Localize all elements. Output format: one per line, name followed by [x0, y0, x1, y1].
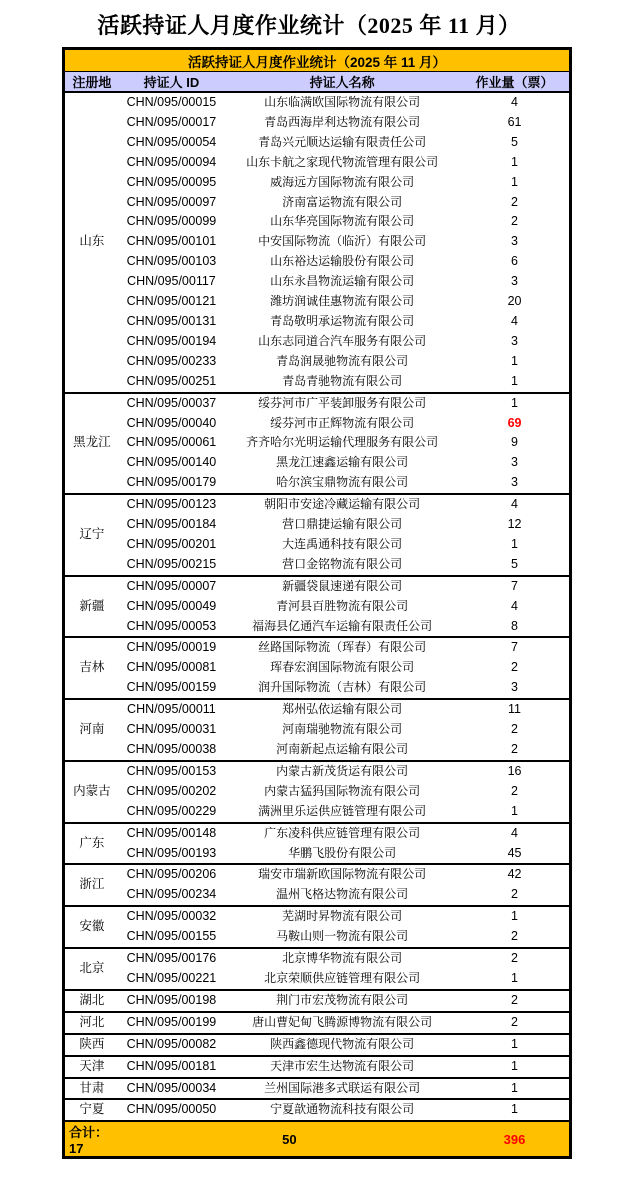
- holder-name-cell: 丝路国际物流（珲春）有限公司: [224, 637, 460, 658]
- region-cell: 湖北: [64, 990, 119, 1012]
- qty-cell: 1: [460, 1078, 570, 1100]
- holder-id-cell: CHN/095/00179: [126, 475, 217, 490]
- holder-id-cell: CHN/095/00095: [126, 174, 217, 189]
- holder-id-cell: CHN/095/00053: [126, 618, 217, 633]
- holder-name-cell: 山东卡航之家现代物流管理有限公司: [246, 154, 439, 169]
- qty-cell: 11: [460, 699, 570, 720]
- qty-cell: 1: [511, 353, 518, 368]
- holder-name-cell: 温州飞格达物流有限公司: [276, 887, 409, 902]
- holder-id-cell: CHN/095/00140: [126, 455, 217, 470]
- qty-cell: 4: [460, 494, 570, 515]
- table-row: [64, 658, 571, 678]
- holder-id-cell: CHN/095/00117: [127, 274, 216, 289]
- qty-cell: 16: [460, 761, 570, 782]
- table-row: [64, 212, 571, 232]
- table-row: [64, 597, 571, 617]
- holder-name-cell: 威海远方国际物流有限公司: [270, 174, 415, 189]
- holder-id-cell: CHN/095/00049: [126, 598, 217, 613]
- column-header-qty: 作业量（票）: [460, 72, 570, 93]
- holder-id-cell: CHN/095/00103: [126, 254, 217, 269]
- stats-table-body: [64, 92, 571, 1121]
- holder-id-cell: CHN/095/00159: [126, 680, 217, 695]
- holder-id-cell: CHN/095/00032: [119, 906, 224, 927]
- page-title: 活跃持证人月度作业统计（2025 年 11 月）: [97, 13, 521, 38]
- column-header-name: 持证人名称: [224, 72, 460, 93]
- holder-id-cell: CHN/095/00123: [119, 494, 224, 515]
- region-cell: 河南: [64, 699, 119, 761]
- qty-cell: 1: [511, 154, 518, 169]
- holder-name-cell: 唐山曹妃甸飞腾源博物流有限公司: [224, 1012, 460, 1034]
- table-row: [64, 927, 571, 948]
- qty-cell: 1: [511, 803, 518, 818]
- holder-name-cell: 珲春宏润国际物流有限公司: [270, 660, 415, 675]
- holder-id-cell: CHN/095/00017: [126, 114, 217, 129]
- holder-name-cell: 芜湖时昇物流有限公司: [224, 906, 460, 927]
- table-row: [64, 990, 571, 1012]
- holder-id-cell: CHN/095/00199: [119, 1012, 224, 1034]
- region-cell: 广东: [64, 823, 119, 865]
- holder-name-cell: 瑞安市瑞新欧国际物流有限公司: [224, 864, 460, 885]
- table-row: [64, 173, 571, 193]
- table-row: [64, 372, 571, 393]
- region-cell: 吉林: [64, 637, 119, 699]
- qty-cell: 1: [460, 393, 570, 414]
- holder-name-cell: 潍坊润诚佳惠物流有限公司: [270, 294, 415, 309]
- holder-id-cell: CHN/095/00229: [126, 803, 217, 818]
- holder-id-cell: CHN/095/00007: [119, 576, 224, 597]
- holder-name-cell: 新疆袋鼠速递有限公司: [224, 576, 460, 597]
- qty-cell: 69: [507, 415, 522, 430]
- table-row: [64, 352, 571, 372]
- holder-id-cell: CHN/095/00050: [119, 1099, 224, 1121]
- qty-cell: 3: [511, 234, 518, 249]
- holder-name-cell: 陕西鑫德现代物流有限公司: [224, 1034, 460, 1056]
- holder-name-cell: 青岛兴元顺达运输有限责任公司: [258, 134, 427, 149]
- footer-holder-count: 50: [119, 1121, 460, 1158]
- footer-total-label: 合计：17: [64, 1121, 119, 1158]
- holder-id-cell: CHN/095/00034: [119, 1078, 224, 1100]
- table-row: [64, 637, 571, 658]
- table-row: [64, 555, 571, 576]
- qty-cell: 3: [511, 274, 518, 289]
- qty-cell: 61: [507, 114, 522, 129]
- holder-id-cell: CHN/095/00082: [119, 1034, 224, 1056]
- table-row: [64, 232, 571, 252]
- holder-id-cell: CHN/095/00054: [126, 134, 217, 149]
- holder-name-cell: 营口鼎捷运输有限公司: [282, 517, 403, 532]
- qty-cell: 6: [511, 254, 518, 269]
- region-cell: 浙江: [64, 864, 119, 906]
- table-footer-row: [64, 1121, 571, 1158]
- table-row: [64, 1012, 571, 1034]
- holder-name-cell: 宁夏歆通物流科技有限公司: [224, 1099, 460, 1121]
- holder-id-cell: CHN/095/00155: [126, 929, 217, 944]
- qty-cell: 1: [511, 970, 518, 985]
- holder-id-cell: CHN/095/00215: [126, 556, 217, 571]
- holder-id-cell: CHN/095/00081: [126, 660, 217, 675]
- qty-cell: 4: [460, 823, 570, 844]
- holder-id-cell: CHN/095/00176: [119, 948, 224, 969]
- table-row: [64, 433, 571, 453]
- qty-cell: 4: [511, 95, 518, 109]
- holder-id-cell: CHN/095/00234: [126, 887, 217, 902]
- qty-cell: 1: [460, 906, 570, 927]
- region-cell: 安徽: [64, 906, 119, 948]
- holder-id-cell: CHN/095/00202: [126, 783, 217, 798]
- holder-id-cell: CHN/095/00040: [126, 415, 217, 430]
- column-header-region: 注册地: [64, 72, 119, 93]
- table-row: [64, 393, 571, 414]
- holder-name-cell: 营口金铭物流有限公司: [282, 556, 403, 571]
- qty-cell: 1: [460, 1034, 570, 1056]
- holder-id-cell: CHN/095/00184: [126, 517, 217, 532]
- qty-cell: 1: [511, 536, 518, 551]
- table-row: [64, 515, 571, 535]
- table-row: [64, 252, 571, 272]
- qty-cell: 3: [511, 333, 518, 348]
- qty-cell: 3: [511, 680, 518, 695]
- qty-cell: 2: [511, 722, 518, 737]
- table-row: [64, 92, 571, 113]
- qty-cell: 7: [460, 637, 570, 658]
- stats-table: [62, 47, 572, 1159]
- holder-name-cell: 黑龙江速鑫运输有限公司: [276, 455, 409, 470]
- table-row: [64, 133, 571, 153]
- table-row: [64, 272, 571, 292]
- table-row: [64, 761, 571, 782]
- holder-name-cell: 河南新起点运输有限公司: [276, 742, 409, 756]
- holder-name-cell: 北京博华物流有限公司: [224, 948, 460, 969]
- holder-name-cell: 青岛润晟驰物流有限公司: [276, 353, 409, 368]
- table-row: [64, 720, 571, 740]
- holder-name-cell: 山东志同道合汽车服务有限公司: [258, 333, 427, 348]
- holder-id-cell: CHN/095/00194: [126, 333, 217, 348]
- region-cell: 新疆: [64, 576, 119, 638]
- holder-name-cell: 青岛西海岸利达物流有限公司: [264, 114, 421, 129]
- qty-cell: 8: [511, 618, 518, 633]
- qty-cell: 4: [511, 313, 518, 328]
- holder-id-cell: CHN/095/00099: [126, 214, 217, 229]
- holder-name-cell: 润升国际物流（吉林）有限公司: [258, 680, 427, 695]
- holder-name-cell: 马鞍山则一物流有限公司: [276, 929, 409, 944]
- qty-cell: 1: [511, 174, 518, 189]
- holder-id-cell: CHN/095/00181: [119, 1056, 224, 1078]
- qty-cell: 45: [507, 845, 522, 860]
- table-row: [64, 453, 571, 473]
- holder-id-cell: CHN/095/00131: [126, 313, 217, 328]
- table-row: [64, 193, 571, 213]
- holder-name-cell: 山东裕达运输股份有限公司: [270, 254, 415, 269]
- holder-id-cell: CHN/095/00038: [126, 742, 217, 756]
- qty-cell: 2: [511, 887, 518, 902]
- holder-name-cell: 绥芬河市广平装卸服务有限公司: [224, 393, 460, 414]
- region-cell: 天津: [64, 1056, 119, 1078]
- holder-name-cell: 青河县百胜物流有限公司: [276, 598, 409, 613]
- holder-name-cell: 青岛青驰物流有限公司: [282, 373, 403, 388]
- table-row: [64, 1078, 571, 1100]
- table-row: [64, 948, 571, 969]
- holder-name-cell: 山东临满欧国际物流有限公司: [264, 95, 421, 109]
- table-row: [64, 823, 571, 844]
- table-row: [64, 906, 571, 927]
- qty-cell: 20: [507, 294, 522, 309]
- holder-id-cell: CHN/095/00233: [126, 353, 217, 368]
- holder-name-cell: 大连禹通科技有限公司: [282, 536, 403, 551]
- table-row: [64, 153, 571, 173]
- holder-name-cell: 内蒙古新茂货运有限公司: [224, 761, 460, 782]
- qty-cell: 7: [460, 576, 570, 597]
- qty-cell: 2: [511, 194, 518, 209]
- holder-name-cell: 郑州弘依运输有限公司: [224, 699, 460, 720]
- table-row: [64, 844, 571, 865]
- qty-cell: 4: [511, 598, 518, 613]
- table-row: [64, 332, 571, 352]
- holder-id-cell: CHN/095/00121: [126, 294, 217, 309]
- region-cell: 黑龙江: [64, 393, 119, 495]
- holder-id-cell: CHN/095/00101: [126, 234, 217, 249]
- table-row: [64, 864, 571, 885]
- qty-cell: 2: [460, 948, 570, 969]
- table-row: [64, 576, 571, 597]
- holder-id-cell: CHN/095/00031: [126, 722, 217, 737]
- holder-name-cell: 河南瑞驰物流有限公司: [282, 722, 403, 737]
- table-row: [64, 414, 571, 434]
- region-cell: 甘肃: [64, 1078, 119, 1100]
- holder-id-cell: CHN/095/00094: [126, 154, 217, 169]
- qty-cell: 1: [511, 373, 518, 388]
- region-cell: 宁夏: [64, 1099, 119, 1121]
- holder-id-cell: CHN/095/00037: [119, 393, 224, 414]
- holder-name-cell: 济南富运物流有限公司: [282, 194, 403, 209]
- holder-id-cell: CHN/095/00011: [119, 699, 224, 720]
- holder-id-cell: CHN/095/00198: [119, 990, 224, 1012]
- holder-id-cell: CHN/095/00206: [119, 864, 224, 885]
- table-row: [64, 617, 571, 638]
- qty-cell: 5: [511, 134, 518, 149]
- holder-name-cell: 朝阳市安途冷藏运输有限公司: [224, 494, 460, 515]
- table-row: [64, 292, 571, 312]
- region-cell: 北京: [64, 948, 119, 990]
- qty-cell: 9: [511, 435, 518, 450]
- holder-name-cell: 北京荣顺供应链管理有限公司: [264, 970, 421, 985]
- holder-name-cell: 内蒙古猛犸国际物流有限公司: [264, 783, 421, 798]
- holder-id-cell: CHN/095/00153: [119, 761, 224, 782]
- table-row: [64, 535, 571, 555]
- table-banner-title: 活跃持证人月度作业统计（2025 年 11 月）: [64, 49, 571, 72]
- holder-name-cell: 兰州国际港多式联运有限公司: [224, 1078, 460, 1100]
- qty-cell: 2: [511, 660, 518, 675]
- holder-name-cell: 青岛敬明承运物流有限公司: [270, 313, 415, 328]
- holder-name-cell: 满洲里乐运供应链管理有限公司: [258, 803, 427, 818]
- holder-name-cell: 哈尔滨宝鼎物流有限公司: [276, 475, 409, 490]
- qty-cell: 2: [460, 1012, 570, 1034]
- qty-cell: 2: [511, 214, 518, 229]
- region-cell: 陕西: [64, 1034, 119, 1056]
- table-row: [64, 885, 571, 906]
- qty-cell: 2: [511, 929, 518, 944]
- qty-cell: 12: [507, 517, 522, 532]
- table-row: [64, 1099, 571, 1121]
- holder-name-cell: 天津市宏生达物流有限公司: [224, 1056, 460, 1078]
- holder-id-cell: CHN/095/00015: [126, 95, 217, 109]
- qty-cell: 1: [460, 1056, 570, 1078]
- qty-cell: 5: [511, 556, 518, 571]
- qty-cell: 2: [511, 783, 518, 798]
- holder-id-cell: CHN/095/00221: [126, 970, 217, 985]
- table-row: [64, 740, 571, 761]
- holder-id-cell: CHN/095/00201: [126, 536, 217, 551]
- holder-name-cell: 齐齐哈尔光明运输代理服务有限公司: [246, 435, 439, 450]
- table-row: [64, 1034, 571, 1056]
- qty-cell: 42: [460, 864, 570, 885]
- table-header-row: [64, 72, 571, 93]
- holder-id-cell: CHN/095/00019: [119, 637, 224, 658]
- table-row: [64, 494, 571, 515]
- holder-name-cell: 福海县亿通汽车运输有限责任公司: [252, 618, 433, 633]
- region-cell: 内蒙古: [64, 761, 119, 823]
- qty-cell: 3: [511, 455, 518, 470]
- holder-id-cell: CHN/095/00061: [126, 435, 217, 450]
- holder-id-cell: CHN/095/00148: [119, 823, 224, 844]
- footer-total-qty: 396: [460, 1121, 570, 1158]
- table-row: [64, 969, 571, 990]
- holder-id-cell: CHN/095/00251: [126, 373, 217, 388]
- region-cell: 辽宁: [64, 494, 119, 576]
- table-row: [64, 678, 571, 699]
- table-row: [64, 699, 571, 720]
- table-row: [64, 312, 571, 332]
- holder-name-cell: 荆门市宏茂物流有限公司: [224, 990, 460, 1012]
- holder-id-cell: CHN/095/00193: [126, 845, 217, 860]
- holder-name-cell: 山东永昌物流运输有限公司: [270, 274, 415, 289]
- qty-cell: 1: [460, 1099, 570, 1121]
- table-banner-row: [64, 49, 571, 72]
- qty-cell: 3: [511, 475, 518, 490]
- table-row: [64, 473, 571, 494]
- region-cell: 河北: [64, 1012, 119, 1034]
- table-row: [64, 113, 571, 133]
- table-row: [64, 782, 571, 802]
- table-row: [64, 802, 571, 823]
- holder-name-cell: 华鹏飞股份有限公司: [288, 845, 397, 860]
- holder-name-cell: 广东凌科供应链管理有限公司: [224, 823, 460, 844]
- column-header-id: 持证人 ID: [119, 72, 224, 93]
- qty-cell: 2: [460, 990, 570, 1012]
- holder-name-cell: 绥芬河市正辉物流有限公司: [270, 415, 415, 430]
- holder-name-cell: 山东华亮国际物流有限公司: [270, 214, 415, 229]
- holder-name-cell: 中安国际物流（临沂）有限公司: [258, 234, 427, 249]
- holder-id-cell: CHN/095/00097: [126, 194, 217, 209]
- qty-cell: 2: [511, 742, 518, 756]
- table-row: [64, 1056, 571, 1078]
- region-cell: 山东: [79, 234, 105, 249]
